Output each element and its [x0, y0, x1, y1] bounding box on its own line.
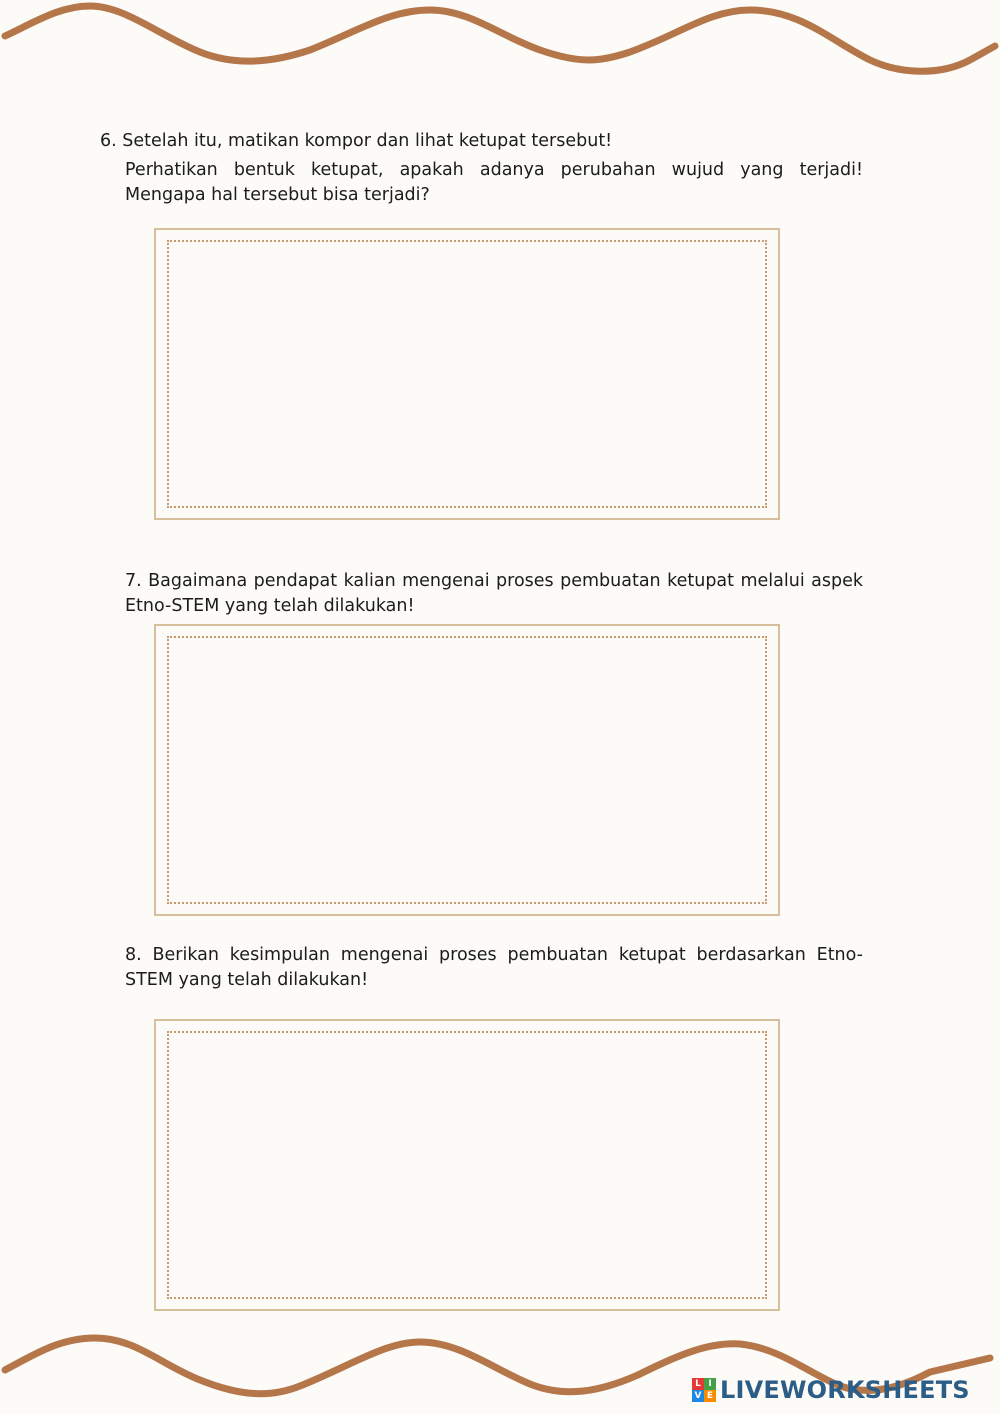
question-6-text: Perhatikan bentuk ketupat, apakah adanya perubahan wujud yang terjadi! Mengapa hal tersebut bisa terjadi?	[125, 160, 863, 205]
question-8-text: 8. Berikan kesimpulan mengenai proses pembuatan ketupat berdasarkan Etno-STEM yang telah dilakukan!	[125, 945, 863, 990]
liveworksheets-logo-icon	[692, 1378, 716, 1402]
answer-field-6[interactable]	[167, 240, 767, 508]
answer-field-7[interactable]	[167, 636, 767, 904]
answer-box-8	[154, 1019, 780, 1311]
liveworksheets-brand	[692, 1374, 970, 1406]
answer-box-7	[154, 624, 780, 916]
question-6-title: 6. Setelah itu, matikan kompor dan lihat ketupat tersebut!	[100, 131, 613, 151]
answer-field-8[interactable]	[167, 1031, 767, 1299]
logo-letter-e: E	[704, 1390, 716, 1402]
top-wave-line	[5, 6, 995, 71]
logo-letter-v: V	[692, 1390, 704, 1402]
question-7-text: 7. Bagaimana pendapat kalian mengenai proses pembuatan ketupat melalui aspek Etno-STEM yang telah dilakukan!	[125, 571, 863, 616]
liveworksheets-wordmark: LIVEWORKSHEETS	[720, 1376, 970, 1404]
logo-letter-l: L	[692, 1378, 704, 1390]
logo-letter-i: I	[704, 1378, 716, 1390]
top-wave-decoration	[0, 0, 1000, 80]
answer-box-6	[154, 228, 780, 520]
